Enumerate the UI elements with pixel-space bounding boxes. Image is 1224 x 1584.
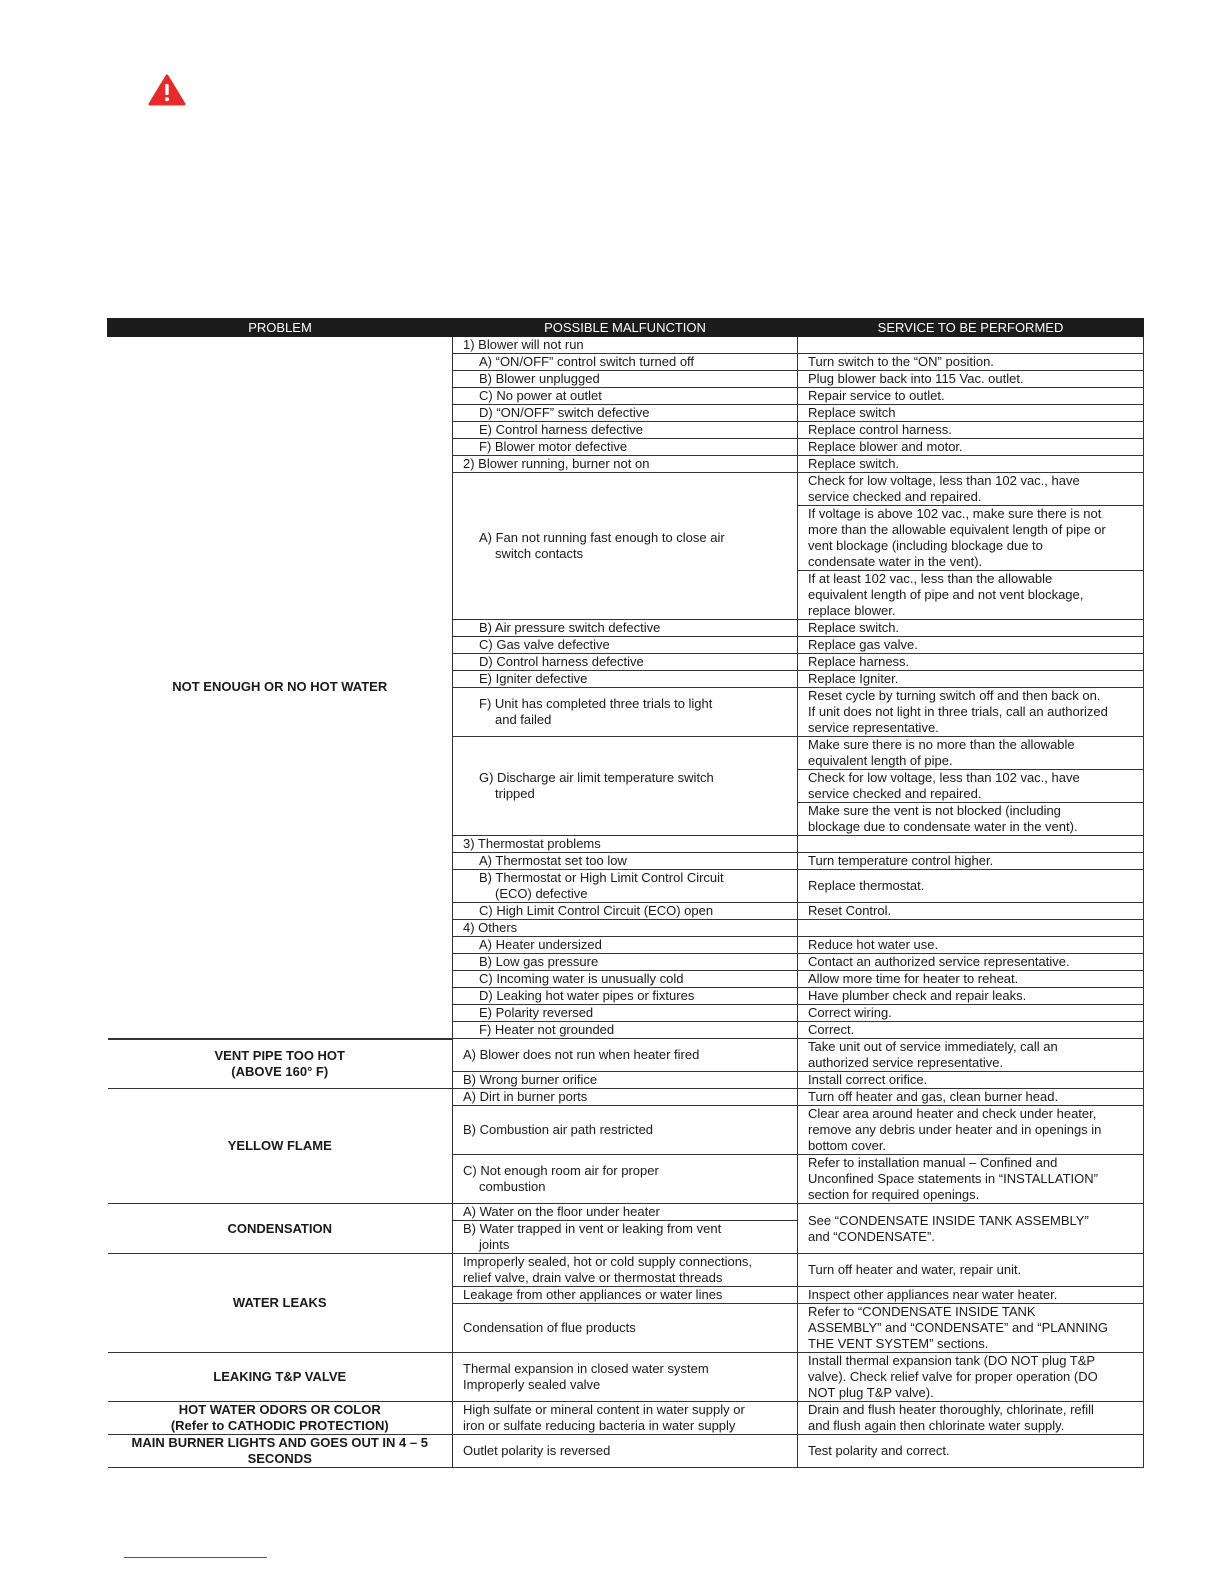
- problem-label: MAIN BURNER LIGHTS AND GOES OUT IN 4 – 5: [131, 1435, 428, 1450]
- service-cell: Replace switch: [798, 405, 1144, 422]
- table-row: [108, 1353, 1144, 1402]
- service-cell: [798, 1155, 1144, 1204]
- header-malfunction: POSSIBLE MALFUNCTION: [453, 319, 798, 337]
- service-cell: [798, 1039, 1144, 1072]
- service-cell: Turn switch to the “ON” position.: [798, 354, 1144, 371]
- problem-cell: [108, 1402, 453, 1435]
- service-cell: Correct wiring.: [798, 1005, 1144, 1022]
- problem-cell: CONDENSATION: [108, 1204, 453, 1254]
- service-cell: Plug blower back into 115 Vac. outlet.: [798, 371, 1144, 388]
- malfunction-cell: B) Blower unplugged: [453, 371, 798, 388]
- service-line: Unconfined Space statements in “INSTALLATION”: [808, 1171, 1098, 1186]
- malfunction-cell: D) Control harness defective: [453, 654, 798, 671]
- malfunction-cell: Leakage from other appliances or water lines: [453, 1287, 798, 1304]
- problem-label: NOT ENOUGH OR NO HOT WATER: [172, 679, 388, 695]
- malfunction-cell: A) Heater undersized: [453, 937, 798, 954]
- service-line: If voltage is above 102 vac., make sure there is not: [808, 506, 1102, 521]
- malfunction-cell: C) Gas valve defective: [453, 637, 798, 654]
- malfunction-cell: A) Thermostat set too low: [453, 853, 798, 870]
- malfunction-cell: [453, 1221, 798, 1254]
- service-line: service representative.: [808, 720, 939, 735]
- malfunction-cell: E) Igniter defective: [453, 671, 798, 688]
- service-cell: Turn temperature control higher.: [798, 853, 1144, 870]
- malfunction-line: C) Not enough room air for proper: [463, 1163, 659, 1178]
- malfunction-cell: D) Leaking hot water pipes or fixtures: [453, 988, 798, 1005]
- problem-cell: LEAKING T&P VALVE: [108, 1353, 453, 1402]
- table-row: [108, 1089, 1144, 1106]
- malfunction-cell: E) Polarity reversed: [453, 1005, 798, 1022]
- malfunction-cell: F) Blower motor defective: [453, 439, 798, 456]
- service-cell: [798, 770, 1144, 803]
- service-cell: Replace switch.: [798, 456, 1144, 473]
- warning-triangle-icon: [148, 74, 186, 106]
- malfunction-line: iron or sulfate reducing bacteria in water supply: [463, 1418, 736, 1433]
- service-line: and “CONDENSATE”.: [808, 1228, 935, 1244]
- malfunction-line: F) Unit has completed three trials to light: [479, 696, 713, 711]
- malfunction-cell: Condensation of flue products: [453, 1304, 798, 1353]
- problem-label: VENT PIPE TOO HOT: [214, 1047, 345, 1063]
- service-line: Reset cycle by turning switch off and then back on.: [808, 688, 1101, 703]
- service-line: equivalent length of pipe and not vent blockage,: [808, 587, 1084, 602]
- service-cell: [798, 506, 1144, 571]
- service-cell: Replace thermostat.: [798, 870, 1144, 903]
- table-header-row: [108, 319, 1144, 337]
- service-cell: [798, 803, 1144, 836]
- service-line: THE VENT SYSTEM” sections.: [808, 1336, 989, 1351]
- service-cell: [798, 473, 1144, 506]
- service-line: replace blower.: [808, 603, 896, 618]
- malfunction-line: combustion: [479, 1179, 546, 1194]
- service-cell: Replace gas valve.: [798, 637, 1144, 654]
- service-line: and flush again then chlorinate water supply.: [808, 1418, 1065, 1433]
- malfunction-line: High sulfate or mineral content in water supply or: [463, 1402, 745, 1417]
- malfunction-cell: 3) Thermostat problems: [453, 836, 798, 853]
- troubleshooting-table: [107, 318, 1144, 1468]
- table-row: [108, 1402, 1144, 1435]
- service-cell: Replace Igniter.: [798, 671, 1144, 688]
- service-line: condensate water in the vent).: [808, 554, 983, 569]
- malfunction-cell: E) Control harness defective: [453, 422, 798, 439]
- problem-label: HOT WATER ODORS OR COLOR: [178, 1402, 381, 1417]
- malfunction-cell: 4) Others: [453, 920, 798, 937]
- service-cell: Repair service to outlet.: [798, 388, 1144, 405]
- malfunction-line: (ECO) defective: [495, 886, 588, 901]
- malfunction-cell: D) “ON/OFF” switch defective: [453, 405, 798, 422]
- service-line: valve). Check relief valve for proper operation (DO: [808, 1369, 1098, 1384]
- service-line: equivalent length of pipe.: [808, 753, 953, 768]
- malfunction-cell: [453, 1353, 798, 1402]
- malfunction-cell: [453, 737, 798, 836]
- service-cell: Contact an authorized service representative.: [798, 954, 1144, 971]
- service-cell: Replace switch.: [798, 620, 1144, 637]
- service-cell: [798, 571, 1144, 620]
- service-line: ASSEMBLY” and “CONDENSATE” and “PLANNING: [808, 1320, 1109, 1335]
- malfunction-cell: C) High Limit Control Circuit (ECO) open: [453, 903, 798, 920]
- service-line: section for required openings.: [808, 1187, 980, 1202]
- problem-cell: [108, 1039, 453, 1089]
- malfunction-cell: [453, 1155, 798, 1204]
- problem-cell: [108, 337, 453, 1039]
- malfunction-line: joints: [479, 1237, 510, 1252]
- malfunction-cell: [453, 688, 798, 737]
- service-cell: Install correct orifice.: [798, 1072, 1144, 1089]
- malfunction-cell: [453, 1254, 798, 1287]
- malfunction-line: Thermal expansion in closed water system: [463, 1361, 709, 1376]
- malfunction-line: G) Discharge air limit temperature switch: [479, 770, 714, 785]
- service-line: Drain and flush heater thoroughly, chlorinate, refill: [808, 1402, 1094, 1417]
- service-cell: Turn off heater and water, repair unit.: [798, 1254, 1144, 1287]
- malfunction-cell: B) Low gas pressure: [453, 954, 798, 971]
- service-line: Clear area around heater and check under heater,: [808, 1106, 1097, 1121]
- malfunction-cell: [453, 870, 798, 903]
- footer-rule: [124, 1557, 267, 1558]
- table-row: [108, 1435, 1144, 1468]
- service-line: Check for low voltage, less than 102 vac., have: [808, 473, 1080, 488]
- header-service: SERVICE TO BE PERFORMED: [798, 319, 1144, 337]
- service-cell: [798, 737, 1144, 770]
- malfunction-cell: B) Air pressure switch defective: [453, 620, 798, 637]
- malfunction-cell: A) Blower does not run when heater fired: [453, 1039, 798, 1072]
- service-cell: Replace harness.: [798, 654, 1144, 671]
- table-row: [108, 1254, 1144, 1287]
- malfunction-line: Improperly sealed, hot or cold supply connections,: [463, 1254, 753, 1269]
- service-line: NOT plug T&P valve).: [808, 1385, 934, 1400]
- malfunction-cell: Outlet polarity is reversed: [453, 1435, 798, 1468]
- service-cell: [798, 1353, 1144, 1402]
- service-line: Install thermal expansion tank (DO NOT plug T&P: [808, 1353, 1096, 1368]
- service-cell: [798, 836, 1144, 853]
- service-line: service checked and repaired.: [808, 786, 982, 801]
- service-cell: Have plumber check and repair leaks.: [798, 988, 1144, 1005]
- problem-label: (Refer to CATHODIC PROTECTION): [170, 1418, 389, 1433]
- service-line: Take unit out of service immediately, call an: [808, 1039, 1058, 1054]
- table-row: [108, 1204, 1144, 1221]
- service-cell: [798, 1304, 1144, 1353]
- problem-label: SECONDS: [247, 1451, 312, 1466]
- service-cell: Reduce hot water use.: [798, 937, 1144, 954]
- service-cell: Replace blower and motor.: [798, 439, 1144, 456]
- malfunction-cell: A) “ON/OFF” control switch turned off: [453, 354, 798, 371]
- service-cell: Allow more time for heater to reheat.: [798, 971, 1144, 988]
- malfunction-line: and failed: [495, 712, 552, 727]
- service-cell: [798, 337, 1144, 354]
- service-line: Refer to installation manual – Confined and: [808, 1155, 1058, 1170]
- malfunction-cell: 1) Blower will not run: [453, 337, 798, 354]
- service-line: Refer to “CONDENSATE INSIDE TANK: [808, 1304, 1036, 1319]
- malfunction-cell: A) Water on the floor under heater: [453, 1204, 798, 1221]
- malfunction-cell: F) Heater not grounded: [453, 1022, 798, 1039]
- service-cell: [798, 1402, 1144, 1435]
- service-cell: Reset Control.: [798, 903, 1144, 920]
- malfunction-line: B) Water trapped in vent or leaking from vent: [463, 1221, 722, 1236]
- malfunction-line: switch contacts: [495, 546, 584, 561]
- problem-label: (ABOVE 160° F): [231, 1063, 329, 1079]
- service-line: bottom cover.: [808, 1138, 887, 1153]
- service-line: Make sure there is no more than the allowable: [808, 737, 1075, 752]
- header-problem: PROBLEM: [108, 319, 453, 337]
- malfunction-line: Improperly sealed valve: [463, 1377, 601, 1392]
- malfunction-line: relief valve, drain valve or thermostat threads: [463, 1270, 723, 1285]
- service-line: Check for low voltage, less than 102 vac., have: [808, 770, 1080, 785]
- service-cell: [798, 1106, 1144, 1155]
- malfunction-line: tripped: [495, 786, 535, 801]
- service-line: more than the allowable equivalent length of pipe or: [808, 522, 1106, 537]
- service-cell: Turn off heater and gas, clean burner head.: [798, 1089, 1144, 1106]
- service-line: Make sure the vent is not blocked (including: [808, 803, 1061, 818]
- malfunction-line: A) Fan not running fast enough to close air: [479, 530, 725, 545]
- service-line: blockage due to condensate water in the vent).: [808, 819, 1078, 834]
- malfunction-cell: [453, 473, 798, 620]
- malfunction-cell: 2) Blower running, burner not on: [453, 456, 798, 473]
- service-line: If unit does not light in three trials, call an authorized: [808, 704, 1108, 719]
- service-line: vent blockage (including blockage due to: [808, 538, 1043, 553]
- table-row: [108, 337, 1144, 354]
- malfunction-cell: [453, 1402, 798, 1435]
- service-line: service checked and repaired.: [808, 489, 982, 504]
- service-cell: Test polarity and correct.: [798, 1435, 1144, 1468]
- service-cell: [798, 1204, 1144, 1254]
- malfunction-cell: B) Combustion air path restricted: [453, 1106, 798, 1155]
- malfunction-cell: C) No power at outlet: [453, 388, 798, 405]
- malfunction-cell: A) Dirt in burner ports: [453, 1089, 798, 1106]
- service-cell: [798, 688, 1144, 737]
- service-cell: [798, 920, 1144, 937]
- problem-cell: WATER LEAKS: [108, 1254, 453, 1353]
- service-cell: Inspect other appliances near water heater.: [798, 1287, 1144, 1304]
- table-row: [108, 1039, 1144, 1072]
- malfunction-cell: B) Wrong burner orifice: [453, 1072, 798, 1089]
- service-line: See “CONDENSATE INSIDE TANK ASSEMBLY”: [808, 1212, 1089, 1228]
- service-line: authorized service representative.: [808, 1055, 1004, 1070]
- malfunction-cell: C) Incoming water is unusually cold: [453, 971, 798, 988]
- service-cell: Correct.: [798, 1022, 1144, 1039]
- service-line: If at least 102 vac., less than the allowable: [808, 571, 1053, 586]
- problem-cell: [108, 1435, 453, 1468]
- service-cell: Replace control harness.: [798, 422, 1144, 439]
- malfunction-line: B) Thermostat or High Limit Control Circuit: [479, 870, 724, 885]
- service-line: remove any debris under heater and in openings in: [808, 1122, 1102, 1137]
- problem-cell: YELLOW FLAME: [108, 1089, 453, 1204]
